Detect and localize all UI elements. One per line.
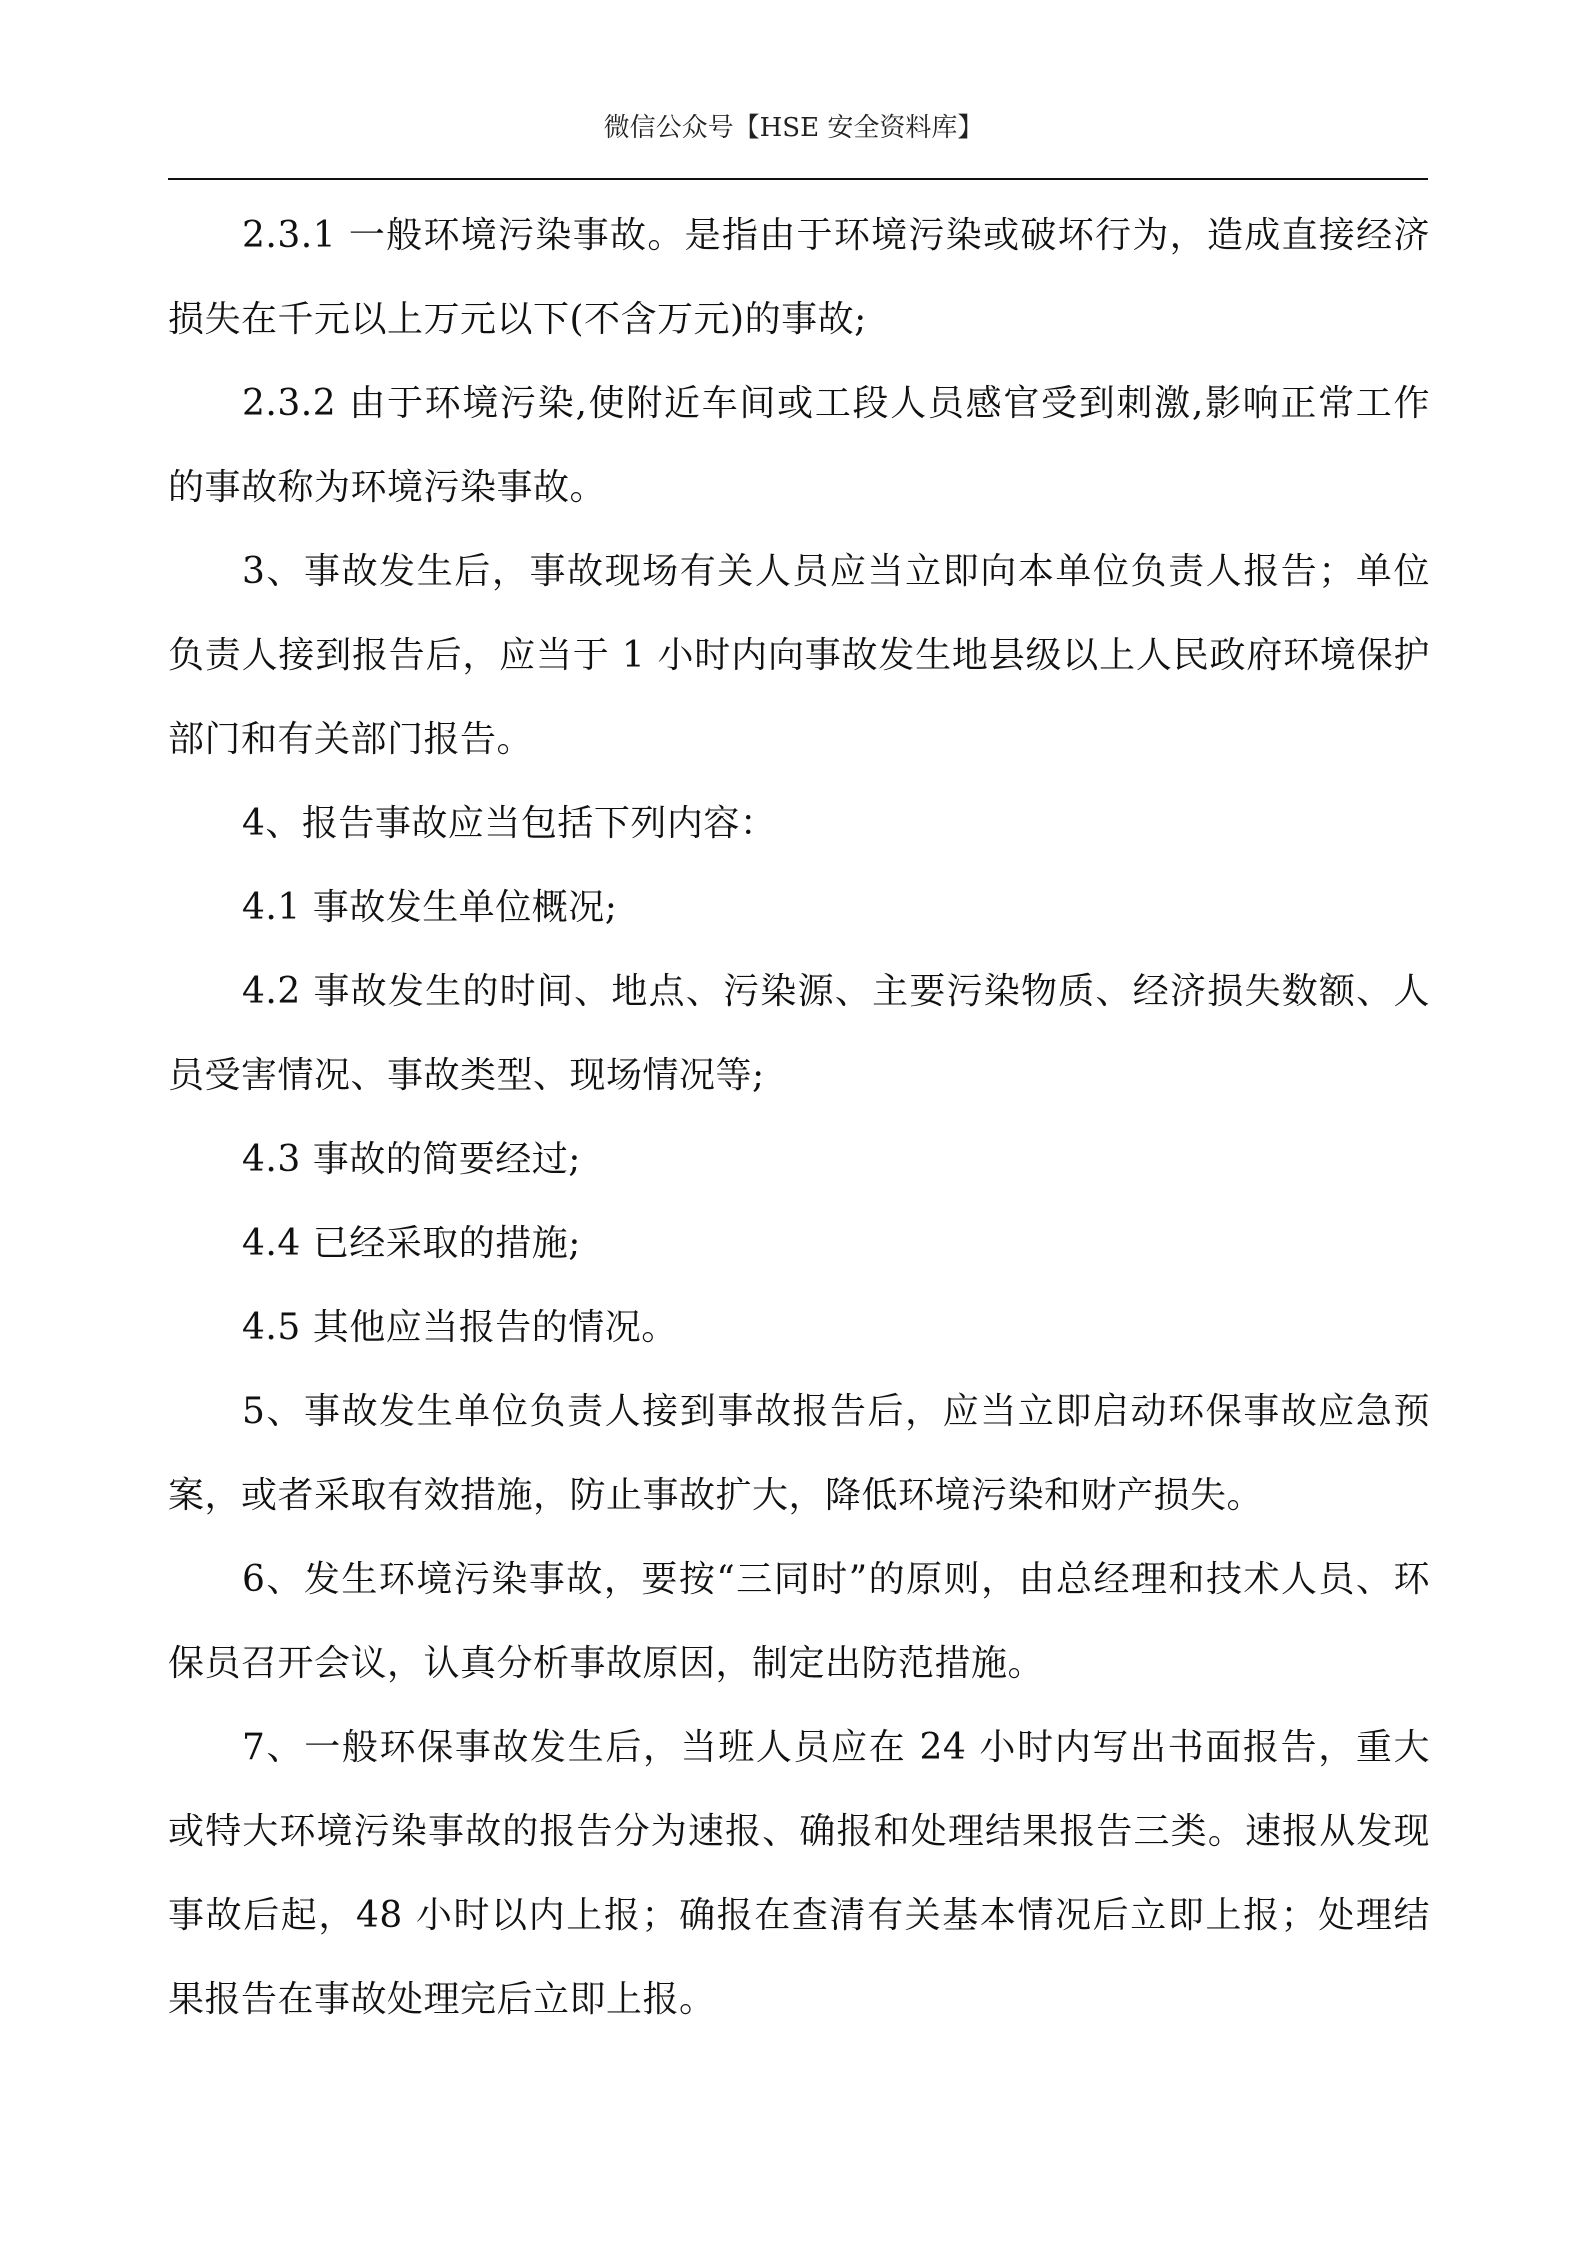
paragraph-6: 6、发生环境污染事故，要按“三同时”的原则，由总经理和技术人员、环保员召开会议，认真分析事故原因，制定出防范措施。 <box>168 1559 1430 1684</box>
paragraph-4-5: 4.5 其他应当报告的情况。 <box>242 1307 678 1348</box>
document-body <box>168 194 1430 2042</box>
page-header: 微信公众号【HSE 安全资料库】 <box>603 113 984 143</box>
paragraph-3: 3、事故发生后，事故现场有关人员应当立即向本单位负责人报告；单位负责人接到报告后，应当于 1 小时内向事故发生地县级以上人民政府环境保护部门和有关部门报告。 <box>168 551 1430 760</box>
paragraph-5: 5、事故发生单位负责人接到事故报告后，应当立即启动环保事故应急预案，或者采取有效措施，防止事故扩大，降低环境污染和财产损失。 <box>168 1391 1430 1516</box>
paragraph-4-1: 4.1 事故发生单位概况; <box>242 887 618 928</box>
paragraph-2-3-2: 2.3.2 由于环境污染,使附近车间或工段人员感官受到刺激,影响正常工作的事故称为环境污染事故。 <box>168 383 1430 508</box>
paragraph-4: 4、报告事故应当包括下列内容： <box>242 803 777 844</box>
paragraph-7: 7、一般环保事故发生后，当班人员应在 24 小时内写出书面报告，重大或特大环境污染事故的报告分为速报、确报和处理结果报告三类。速报从发现事故后起，48 小时以内上报；确报在查清有关基本情况后立即上报；处理结果报告在事故处理完后立即上报。 <box>168 1727 1430 2020</box>
paragraph-2-3-1: 2.3.1 一般环境污染事故。是指由于环境污染或破坏行为，造成直接经济损失在千元以上万元以下(不含万元)的事故; <box>168 215 1430 340</box>
paragraph-4-3: 4.3 事故的简要经过; <box>242 1139 581 1180</box>
paragraph-4-4: 4.4 已经采取的措施; <box>242 1223 581 1264</box>
paragraph-4-2: 4.2 事故发生的时间、地点、污染源、主要污染物质、经济损失数额、人员受害情况、事故类型、现场情况等; <box>168 971 1430 1096</box>
header-divider <box>168 178 1428 180</box>
